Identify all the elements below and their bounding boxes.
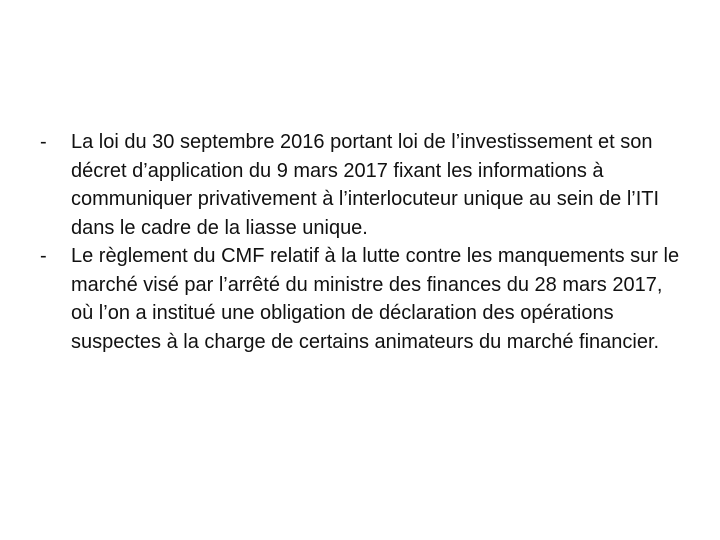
bullet-text: Le règlement du CMF relatif à la lutte contre les manquements sur le marché visé par l’arrêté du ministre des finances du 28 mars 2017, où l’on a institué une obligation de déclaration des opérations suspectes à la charge de certains animateurs du marché financier. [71,245,680,353]
bullet-text: La loi du 30 septembre 2016 portant loi de l’investissement et son décret d’application du 9 mars 2017 fixant les informations à communiquer privativement à l’interlocuteur unique au sein de l’ITI dans le cadre de la liasse unique. [71,131,660,239]
bullet-item-reglement-cmf [40,242,680,356]
bullet-marker: - [40,245,47,267]
bullet-list [40,128,680,356]
bullet-item-loi-investissement [40,128,680,242]
bullet-marker: - [40,131,47,153]
